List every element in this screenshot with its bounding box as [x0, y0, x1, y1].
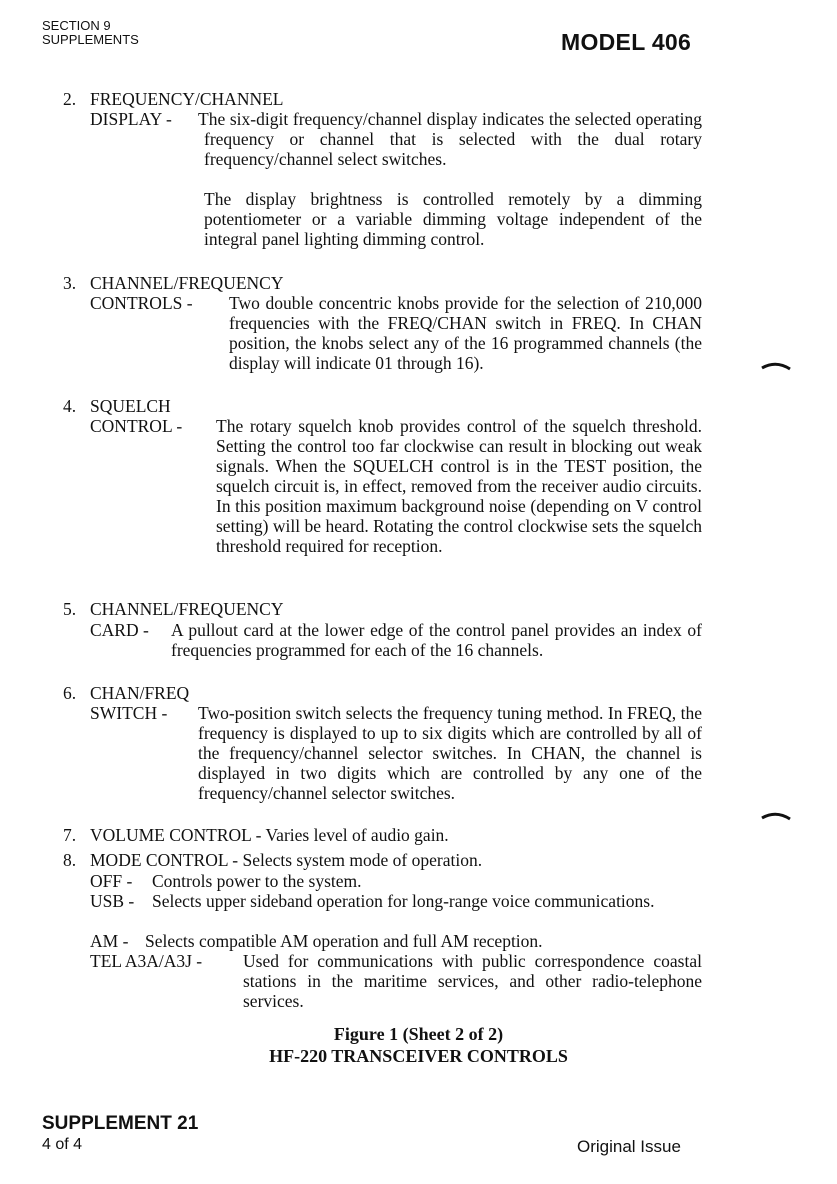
item-term: DISPLAY -: [90, 109, 172, 129]
section-label: SECTION 9: [42, 18, 111, 33]
item-term: SWITCH -: [90, 703, 168, 723]
mode-description: Used for communications with public correspondence coastal stations in the maritime services, and other radio-telephone services.: [243, 951, 702, 1011]
item-number: 2.: [63, 89, 77, 109]
figure-caption: Figure 1 (Sheet 2 of 2): [333, 1024, 504, 1044]
mode-description: Selects compatible AM operation and full AM reception.: [145, 931, 543, 951]
item-title: CHANNEL/FREQUENCY: [90, 599, 284, 619]
supplement-label: SUPPLEMENT 21: [42, 1113, 199, 1134]
mode-term: USB -: [90, 891, 135, 911]
item-number: 5.: [63, 599, 77, 619]
model-title: MODEL 406: [561, 29, 692, 55]
item-description: A pullout card at the lower edge of the control panel provides an index of frequencies programmed for each of the 16 channels.: [171, 620, 702, 660]
mode-term: AM -: [90, 931, 129, 951]
item-title: SQUELCH: [90, 396, 171, 416]
item-number: 4.: [63, 396, 77, 416]
item-number: 7.: [63, 825, 77, 845]
item-number: 3.: [63, 273, 77, 293]
item-description: The six-digit frequency/channel display indicates the selected operating frequency or channel that is selected with the dual rotary frequency/channel select switches.: [198, 109, 702, 169]
item-title: MODE CONTROL - Selects system mode of operation.: [90, 850, 483, 870]
item-title: CHANNEL/FREQUENCY: [90, 273, 284, 293]
mode-term: TEL A3A/A3J -: [90, 951, 203, 971]
mode-description: Controls power to the system.: [152, 871, 362, 891]
subsection-label: SUPPLEMENTS: [42, 32, 139, 47]
item-description: Two-position switch selects the frequency tuning method. In FREQ, the frequency is displayed to up to six digits which are controlled by all of the frequency/channel selector switches. In CHAN, the channel is displayed in two digits which are controlled by any one of the frequency/channel selector switches.: [198, 703, 702, 803]
item-term: CARD -: [90, 620, 149, 640]
item-title: VOLUME CONTROL - Varies level of audio gain.: [90, 825, 449, 845]
running-header: [42, 19, 139, 47]
item-term: CONTROL -: [90, 416, 183, 436]
mode-description: Selects upper sideband operation for long-range voice communications.: [152, 891, 655, 911]
item-description: Two double concentric knobs provide for the selection of 210,000 frequencies with the FREQ/CHAN switch in FREQ. In CHAN position, the knobs select any of the 16 programmed channels (the display will indicate 01 through 16).: [229, 293, 702, 373]
page-number: 4 of 4: [42, 1136, 83, 1153]
revision-bar: [760, 810, 796, 826]
figure-title: HF-220 TRANSCEIVER CONTROLS: [269, 1046, 568, 1066]
item-number: 6.: [63, 683, 77, 703]
mode-term: OFF -: [90, 871, 133, 891]
item-term: CONTROLS -: [90, 293, 193, 313]
revision-bar: [760, 360, 796, 376]
issue-label: Original Issue: [577, 1137, 681, 1156]
item-title: CHAN/FREQ: [90, 683, 190, 703]
item-title: FREQUENCY/CHANNEL: [90, 89, 284, 109]
item-description-extra: The display brightness is controlled remotely by a dimming potentiometer or a variable dimming voltage independent of the integral panel lighting dimming control.: [204, 189, 702, 249]
item-number: 8.: [63, 850, 77, 870]
item-description: The rotary squelch knob provides control of the squelch threshold. Setting the control too far clockwise can result in blocking out weak signals. When the SQUELCH control is in the TEST position, the squelch circuit is, in effect, removed from the receiver audio circuits. In this position maximum background noise (depending on V control setting) will be heard. Rotating the control clockwise sets the squelch threshold required for reception.: [216, 416, 702, 556]
